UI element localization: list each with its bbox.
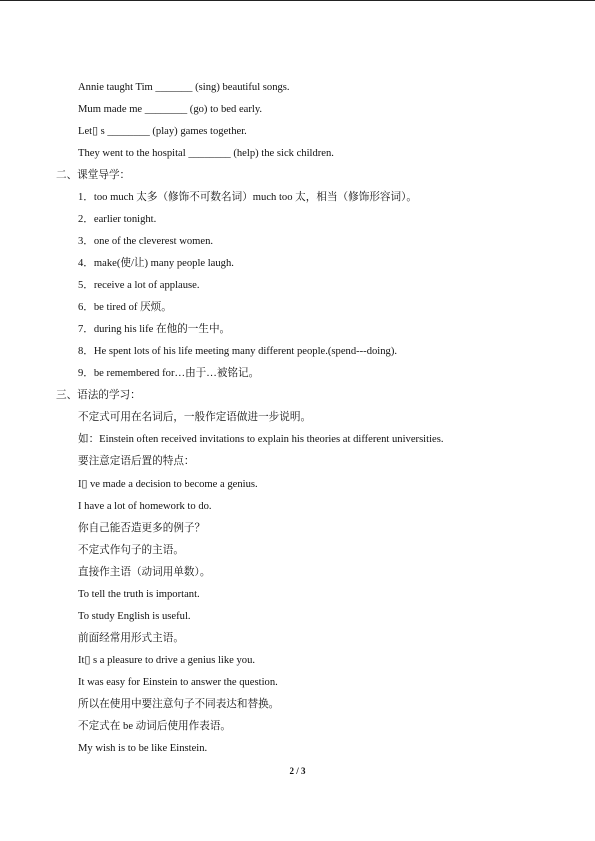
grammar-line: My wish is to be like Einstein. [78,743,208,754]
grammar-line: 要注意定语后置的特点： [78,456,195,467]
list-item: 6．be tired of 厌烦。 [78,302,172,313]
page-number: 2 / 3 [289,766,306,776]
grammar-line: 如：Einstein often received invitations to explain his theories at different universities. [78,434,444,445]
list-item: 3．one of the cleverest women. [78,236,214,247]
exercise-line: They went to the hospital ________ (help) the sick children. [78,148,334,159]
list-item: 1．too much 太多（修饰不可数名词）much too 太，相当（修饰形容词）。 [78,192,417,203]
exercise-line: Mum made me ________ (go) to bed early. [78,104,263,115]
grammar-line: It▯ s a pleasure to drive a genius like you. [78,655,256,666]
list-item: 5．receive a lot of applause. [78,280,200,291]
grammar-line: I▯ ve made a decision to become a genius. [78,479,258,490]
exercise-line: Let▯ s ________ (play) games together. [78,126,247,137]
grammar-line: 直接作主语（动词用单数）。 [78,567,211,578]
grammar-line: It was easy for Einstein to answer the question. [78,677,278,688]
top-border-rule [0,0,595,1]
list-item: 7．during his life 在他的一生中。 [78,324,231,335]
grammar-line: 你自己能否造更多的例子？ [78,523,206,534]
grammar-line: To tell the truth is important. [78,589,200,600]
list-item: 9．be remembered for…由于…被铭记。 [78,368,260,379]
section-heading-2: 二、课堂导学： [56,170,131,181]
grammar-line: 前面经常用形式主语。 [78,633,184,644]
grammar-line: I have a lot of homework to do. [78,501,212,512]
list-item: 2．earlier tonight. [78,214,157,225]
section-heading-3: 三、语法的学习： [56,390,141,401]
grammar-line: 所以在使用中要注意句子不同表达和替换。 [78,699,280,710]
grammar-line: 不定式可用在名词后，一般作定语做进一步说明。 [78,412,312,423]
grammar-line: To study English is useful. [78,611,191,622]
list-item: 4．make(使/让) many people laugh. [78,258,234,269]
grammar-line: 不定式作句子的主语。 [78,545,184,556]
grammar-line: 不定式在 be 动词后使用作表语。 [78,721,232,732]
exercise-line: Annie taught Tim _______ (sing) beautiful songs. [78,82,290,93]
list-item: 8．He spent lots of his life meeting many different people.(spend---doing). [78,346,398,357]
